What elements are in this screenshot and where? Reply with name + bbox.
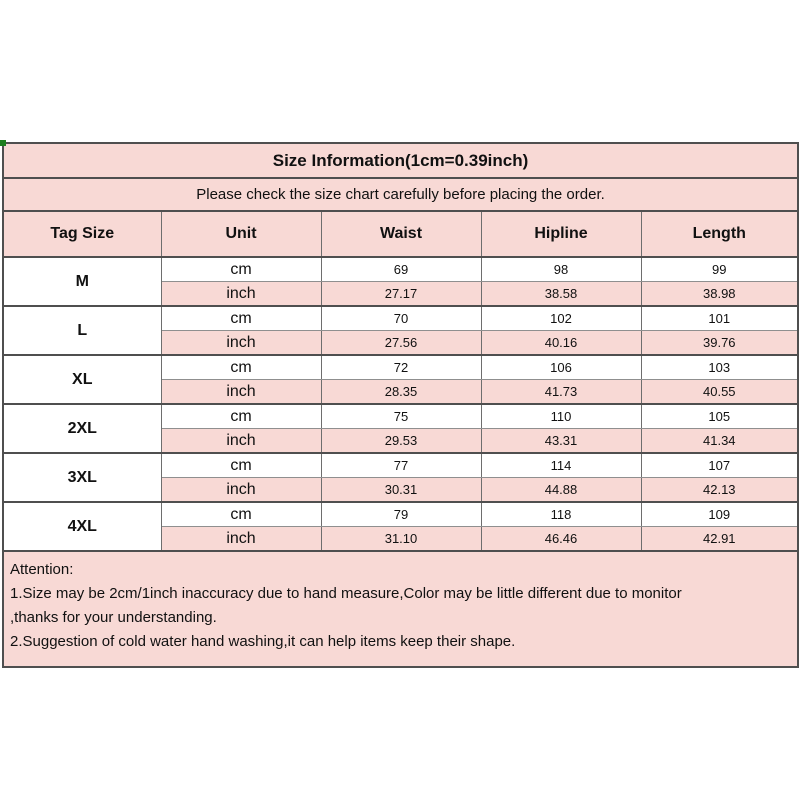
unit-cell: cm — [161, 453, 321, 478]
length-value: 105 — [641, 404, 798, 429]
tag-size-cell: 2XL — [3, 404, 161, 453]
size-row-cm — [3, 502, 798, 527]
unit-cell: inch — [161, 527, 321, 552]
length-value: 42.91 — [641, 527, 798, 552]
unit-cell: cm — [161, 355, 321, 380]
size-row-cm — [3, 257, 798, 282]
waist-value: 69 — [321, 257, 481, 282]
hipline-value: 40.16 — [481, 331, 641, 356]
length-value: 40.55 — [641, 380, 798, 405]
hipline-value: 46.46 — [481, 527, 641, 552]
length-value: 39.76 — [641, 331, 798, 356]
column-header-tag-size: Tag Size — [3, 211, 161, 257]
attention-line: ,thanks for your understanding. — [10, 609, 217, 626]
tag-size-cell: 3XL — [3, 453, 161, 502]
size-row-cm — [3, 306, 798, 331]
subtitle-row — [3, 178, 798, 211]
hipline-value: 114 — [481, 453, 641, 478]
hipline-value: 43.31 — [481, 429, 641, 454]
waist-value: 70 — [321, 306, 481, 331]
table-title: Size Information(1cm=0.39inch) — [3, 143, 798, 178]
length-value: 41.34 — [641, 429, 798, 454]
hipline-value: 44.88 — [481, 478, 641, 503]
length-value: 38.98 — [641, 282, 798, 307]
column-header-unit: Unit — [161, 211, 321, 257]
hipline-value: 118 — [481, 502, 641, 527]
unit-cell: inch — [161, 331, 321, 356]
waist-value: 27.56 — [321, 331, 481, 356]
size-chart-table — [2, 142, 799, 668]
attention-line: 1.Size may be 2cm/1inch inaccuracy due to hand measure,Color may be little different due to monitor — [10, 585, 682, 602]
tag-size-cell: M — [3, 257, 161, 306]
unit-cell: cm — [161, 257, 321, 282]
tag-size-cell: 4XL — [3, 502, 161, 551]
unit-cell: inch — [161, 282, 321, 307]
column-header-waist: Waist — [321, 211, 481, 257]
waist-value: 72 — [321, 355, 481, 380]
attention-line: 2.Suggestion of cold water hand washing,it can help items keep their shape. — [10, 633, 516, 650]
corner-selection-marker — [0, 140, 6, 146]
size-row-cm — [3, 404, 798, 429]
attention-note — [3, 551, 798, 667]
hipline-value: 41.73 — [481, 380, 641, 405]
column-header-row — [3, 211, 798, 257]
waist-value: 29.53 — [321, 429, 481, 454]
title-row — [3, 143, 798, 178]
waist-value: 27.17 — [321, 282, 481, 307]
unit-cell: inch — [161, 429, 321, 454]
waist-value: 77 — [321, 453, 481, 478]
hipline-value: 98 — [481, 257, 641, 282]
column-header-hipline: Hipline — [481, 211, 641, 257]
size-row-cm — [3, 355, 798, 380]
waist-value: 28.35 — [321, 380, 481, 405]
hipline-value: 102 — [481, 306, 641, 331]
length-value: 103 — [641, 355, 798, 380]
length-value: 109 — [641, 502, 798, 527]
hipline-value: 106 — [481, 355, 641, 380]
hipline-value: 38.58 — [481, 282, 641, 307]
waist-value: 75 — [321, 404, 481, 429]
unit-cell: inch — [161, 380, 321, 405]
waist-value: 79 — [321, 502, 481, 527]
waist-value: 31.10 — [321, 527, 481, 552]
length-value: 42.13 — [641, 478, 798, 503]
length-value: 107 — [641, 453, 798, 478]
unit-cell: inch — [161, 478, 321, 503]
attention-row — [3, 551, 798, 667]
unit-cell: cm — [161, 502, 321, 527]
attention-heading: Attention: — [10, 561, 74, 578]
length-value: 99 — [641, 257, 798, 282]
waist-value: 30.31 — [321, 478, 481, 503]
column-header-length: Length — [641, 211, 798, 257]
size-row-cm — [3, 453, 798, 478]
length-value: 101 — [641, 306, 798, 331]
hipline-value: 110 — [481, 404, 641, 429]
unit-cell: cm — [161, 404, 321, 429]
unit-cell: cm — [161, 306, 321, 331]
tag-size-cell: XL — [3, 355, 161, 404]
tag-size-cell: L — [3, 306, 161, 355]
table-subtitle: Please check the size chart carefully before placing the order. — [3, 178, 798, 211]
